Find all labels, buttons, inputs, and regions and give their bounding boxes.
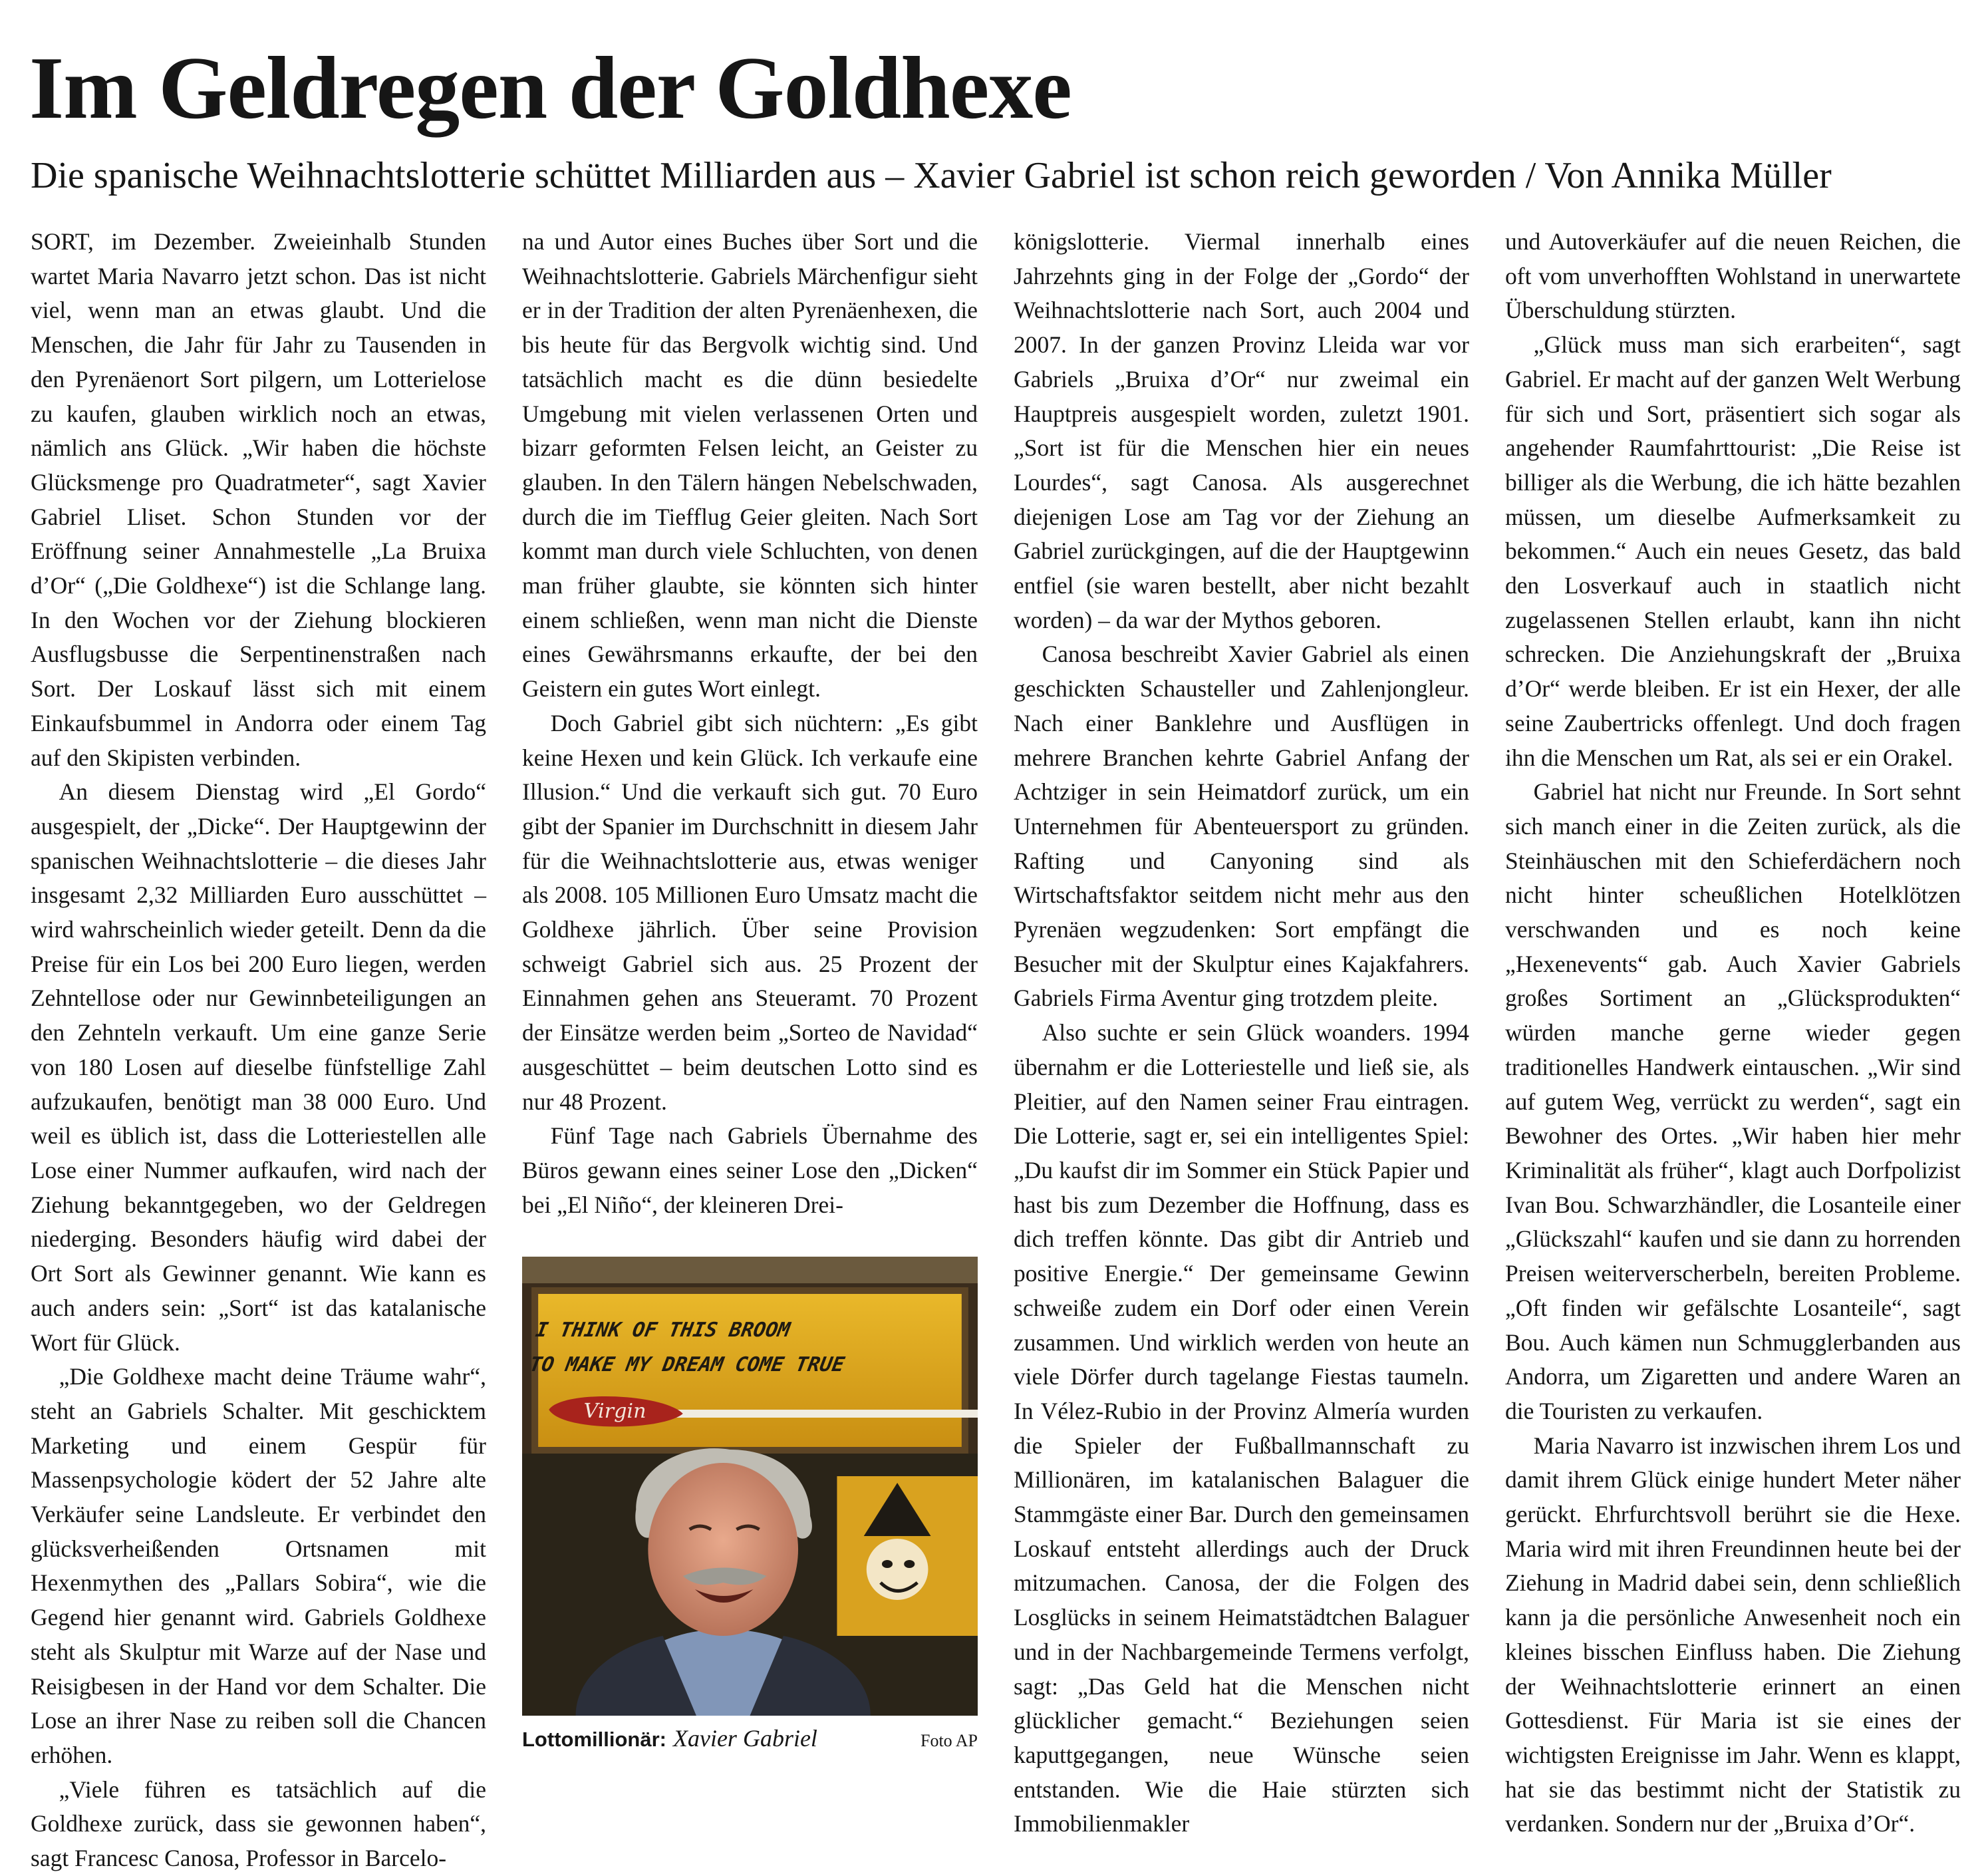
sign-text-line-1: I THINK OF THIS BROOM <box>533 1319 792 1342</box>
photo-caption <box>522 1725 978 1754</box>
photo-credit: Foto AP <box>921 1731 978 1751</box>
photo-illustration <box>522 1257 978 1716</box>
photo-figure <box>522 1257 978 1754</box>
article-body <box>31 225 1961 1872</box>
paragraph: na und Autor eines Buches über Sort und die Weihnachtslotterie. Gabriels Märchenfigur sieht er in der Tradition der alten Pyrenäenhexen, die bis heute für das Bergvolk wichtig sind. Und tatsächlich macht es die dünn besiedelte Umgebung mit vielen verlassenen Orten und bizarr geformten Felsen leicht, an Geister zu glauben. In den Tälern hängen Nebelschwaden, durch die im Tiefflug Geier gleiten. Nach Sort kommt man durch viele Schluchten, von denen man früher glaubte, sie könnten sich hinter einem schließen, wenn man nicht die Dienste eines Gewährsmanns erkaufte, der bei den Geistern ein gutes Wort einlegt. <box>522 228 978 703</box>
paragraph: Fünf Tage nach Gabriels Übernahme des Büros gewann eines seiner Lose den „Dicken“ bei „El Niño“, der kleineren Drei- <box>522 1122 978 1218</box>
paragraph: Doch Gabriel gibt sich nüchtern: „Es gibt keine Hexen und kein Glück. Ich verkaufe eine Illusion.“ Und die verkauft sich gut. 70 Euro gibt der Spanier im Durchschnitt in diesem Jahr für die Weihnachtslotterie aus, etwas weniger als 2008. 105 Millionen Euro Umsatz macht die Goldhexe jährlich. Über seine Provision schweigt Gabriel sich aus. 25 Prozent der Einnahmen gehen ans Steueramt. 70 Prozent der Einsätze werden beim „Sorteo de Navidad“ ausgeschüttet – beim deutschen Lotto sind es nur 48 Prozent. <box>522 709 978 1115</box>
paragraph: „Viele führen es tatsächlich auf die Goldhexe zurück, dass sie gewonnen haben“, sagt Francesc Canosa, Professor in Barcelo- <box>31 1776 486 1872</box>
caption-label: Lottomillionär: <box>522 1728 666 1752</box>
face <box>648 1463 798 1636</box>
column-4 <box>1505 225 1961 1837</box>
paragraph: Canosa beschreibt Xavier Gabriel als einen geschickten Schausteller und Zahlenjongleur. Nach einer Banklehre und Ausflügen in mehrere Branchen kehrte Gabriel Anfang der Achtziger in sein Heimatdorf zurück, um ein Unternehmen für Abenteuersport zu gründen. Rafting und Canyoning sind als Wirtschaftsfaktor seitdem nicht mehr aus den Pyrenäen wegzudenken: Sort empfängt die Besucher mit der Skulptur eines Kajakfahrers. Gabriels Firma Aventur ging trotzdem pleite. <box>1014 641 1469 1012</box>
paragraph: königslotterie. Viermal innerhalb eines Jahrzehnts ging in der Folge der „Gordo“ der Weihnachtslotterie nach Sort, auch 2004 und 2007. In der ganzen Provinz Lleida war vor Gabriels „Bruixa d’Or“ nur zweimal ein Hauptpreis ausgespielt worden, zuletzt 1901. „Sort ist für die Menschen hier ein neues Lourdes“, sagt Canosa. Als ausgerechnet diejenigen Lose am Tag vor der Ziehung an Gabriel zurückgingen, auf die der Hauptgewinn entfiel (sie waren bestellt, aber nicht bezahlt worden) – da war der Mythos geboren. <box>1014 228 1469 633</box>
column-1 <box>31 225 486 1872</box>
paragraph: Gabriel hat nicht nur Freunde. In Sort sehnt sich manch einer in die Zeiten zurück, als die Steinhäuschen mit den Schieferdächern noch nicht hinter scheußlichen Hotelklötzen verschwanden und es noch keine „Hexenevents“ gab. Auch Xavier Gabriels großes Sortiment an „Glücksprodukten“ würden manche gerne wieder gegen traditionelles Handwerk eintauschen. „Wir sind auf gutem Weg, verrückt zu werden“, sagt ein Bewohner des Ortes. „Wir haben hier mehr Kriminalität als früher“, klagt auch Dorfpolizist Ivan Bou. Schwarzhändler, die Losanteile einer „Glückszahl“ kaufen und sie dann zu horrenden Preisen weiterverscherbeln, bereiten Probleme. „Oft finden wir gefälschte Losanteile“, sagt Bou. Auch kämen nun Schmugglerbanden aus Andorra, um Zigaretten und andere Waren an die Touristen zu verkaufen. <box>1505 778 1961 1424</box>
broom-logo: Virgin <box>583 1400 646 1424</box>
paragraph: „Die Goldhexe macht deine Träume wahr“, steht an Gabriels Schalter. Mit geschicktem Marketing und einem Gespür für Massenpsychologie ködert der 52 Jahre alte Verkäufer seine Landsleute. Er verbindet den glücksverheißenden Ortsnamen mit Hexenmythen des „Pallars Sobira“, wie die Gegend hier genannt wird. Gabriels Goldhexe steht als Skulptur mit Warze auf der Nase und Reisigbesen in der Hand vor dem Schalter. Die Lose an ihrer Nase zu reiben soll die Chancen erhöhen. <box>31 1363 486 1768</box>
paragraph: Also suchte er sein Glück woanders. 1994 übernahm er die Lotteriestelle und ließ sie, als Pleitier, auf den Namen seiner Frau eintragen. Die Lotterie, sagt er, sei ein intelligentes Spiel: „Du kaufst dir im Sommer ein Stück Papier und hast bis zum Dezember die Hoffnung, dass es dich treffen könnte. Das gibt dir Antrieb und positive Energie.“ Der gemeinsame Gewinn schweiße zudem ein Dorf oder einen Verein zusammen. Und wirklich werden von heute an viele Dörfer durch tagelange Fiestas taumeln. In Vélez-Rubio in der Provinz Almería wurden die Spieler der Fußballmannschaft zu Millionären, im katalanischen Balaguer die Stammgäste einer Bar. Durch den gemeinsamen Loskauf entsteht allerdings auch der Druck mitzumachen. Canosa, der die Folgen des Losglücks in seinem Heimatstädtchen Balaguer und in der Nachbargemeinde Termens verfolgt, sagt: „Das Geld hat die Menschen nicht glücklicher gemacht.“ Beziehungen seien kaputtgegangen, neue Wünsche seien entstanden. Wie die Haie stürzten sich Immobilienmakler <box>1014 1019 1469 1837</box>
paragraph: An diesem Dienstag wird „El Gordo“ ausgespielt, der „Dicke“. Der Hauptgewinn der spanischen Weihnachtslotterie – die dieses Jahr insgesamt 2,32 Milliarden Euro ausschüttet – wird wahrscheinlich wieder geteilt. Denn da die Preise für ein Los bei 200 Euro liegen, werden Zehntellose oder nur Gewinnbeteiligungen an den Zehnteln verkauft. Um eine ganze Serie von 180 Losen auf dieselbe fünfstellige Zahl aufzukaufen, benötigt man 38 000 Euro. Und weil es üblich ist, dass die Lotteriestellen alle Lose einer Nummer aufkaufen, wird nach der Ziehung bekanntgegeben, wo der Geldregen niederging. Besonders häufig wird dabei der Ort Sort als Gewinner genannt. Wie kann es auch anders sein: „Sort“ ist das katalanische Wort für Glück. <box>31 778 486 1356</box>
paragraph: Maria Navarro ist inzwischen ihrem Los und damit ihrem Glück einige hundert Meter näher gerückt. Ehrfurchtsvoll berührt sie die Hexe. Maria wird mit ihren Freundinnen heute bei der Ziehung in Madrid dabei sein, denn schließlich kann ja die persönliche Anwesenheit noch ein kleines bisschen Einfluss haben. Die Ziehung der Weihnachtslotterie erinnert an einen Gottesdienst. Für Maria ist sie eines der wichtigsten Ereignisse im Jahr. Wenn es klappt, hat sie das bestimmt nicht der Statistik zu verdanken. Sondern nur der „Bruixa d’Or“. <box>1505 1432 1961 1837</box>
caption-text <box>522 1725 817 1753</box>
paragraph: SORT, im Dezember. Zweieinhalb Stunden wartet Maria Navarro jetzt schon. Das ist nicht viel, wenn man an etwas glaubt. Und die Menschen, die Jahr für Jahr zu Tausenden in den Pyrenäenort Sort pilgern, um Lotterielose zu kaufen, glauben wirklich noch an etwas, nämlich ans Glück. „Wir haben die höchste Glücksmenge pro Quadratmeter“, sagt Xavier Gabriel Lliset. Schon Stunden vor der Eröffnung seiner Annahmestelle „La Bruixa d’Or“ („Die Goldhexe“) ist die Schlange lang. In den Wochen vor der Ziehung blockieren Ausflugsbusse die Serpentinenstraßen nach Sort. Der Loskauf lässt sich mit einem Einkaufsbummel in Andorra oder einem Tag auf den Skipisten verbinden. <box>31 228 486 771</box>
paragraph: und Autoverkäufer auf die neuen Reichen, die oft vom unverhofften Wohlstand in unerwartete Überschuldung stürzten. <box>1505 228 1961 324</box>
headline: Im Geldregen der Goldhexe <box>29 39 1071 137</box>
caption-name: Xavier Gabriel <box>672 1725 817 1752</box>
paragraph: „Glück muss man sich erarbeiten“, sagt Gabriel. Er macht auf der ganzen Welt Werbung für sich und Sort, präsentiert sich sogar als angehender Raumfahrttourist: „Die Reise ist billiger als die Werbung, die ich hätte bezahlen müssen, um dieselbe Aufmerksamkeit zu bekommen.“ Auch ein neues Gesetz, das bald den Losverkauf auch in staatlich nicht zugelassenen Stellen erlaubt, kann ihn nicht schrecken. Die Anziehungskraft der „Bruixa d’Or“ werde bleiben. Er ist ein Hexer, der alle seine Zaubertricks offenlegt. Und doch fragen ihn die Menschen um Rat, als sei er ein Orakel. <box>1505 331 1961 771</box>
sign-text-line-2: TO MAKE MY DREAM COME TRUE <box>527 1353 847 1377</box>
subheadline: Die spanische Weihnachtslotterie schüttet Milliarden aus – Xavier Gabriel ist schon reich geworden / Von Annika Müller <box>31 155 1832 196</box>
portrait-photo <box>522 1257 978 1716</box>
column-3 <box>1014 225 1469 1837</box>
column-2 <box>522 225 978 1752</box>
